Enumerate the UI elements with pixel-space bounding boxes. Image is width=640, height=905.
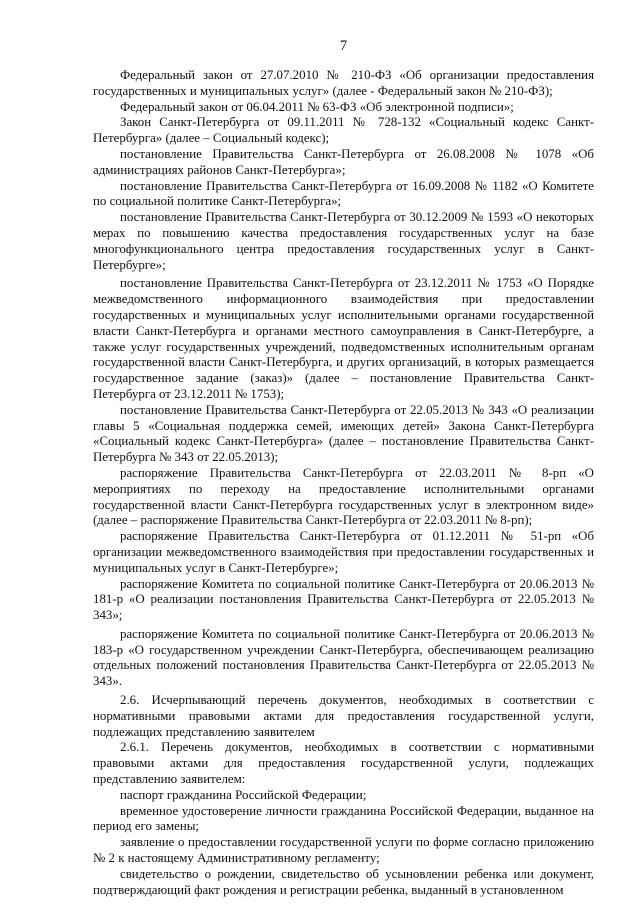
paragraph-section-2-6: 2.6. Исчерпывающий перечень документов, необходимых в соответствии с нормативными правовыми актами для предоставления государственной услуги, подлежащих представлению заявителем: [93, 693, 594, 739]
paragraph-resolution-1078: постановление Правительства Санкт-Петербурга от 26.08.2008 № 1078 «Об администрациях районов Санкт-Петербурга»;: [93, 146, 594, 177]
paragraph-resolution-343: постановление Правительства Санкт-Петербурга от 22.05.2013 № 343 «О реализации главы 5 «Социальная поддержка семей, имеющих детей» Закона Санкт-Петербурга «Социальный кодекс Санкт-Петербурга» (далее – постановление Правительства Санкт-Петербурга № 343 от 22.05.2013);: [93, 402, 594, 465]
paragraph-resolution-1753: постановление Правительства Санкт-Петербурга от 23.12.2011 № 1753 «О Порядке межведомственного информационного взаимодействия при предоставлении государственных и муниципальных услуг исполнительными органами государственной власти Санкт-Петербурга и органами местного самоуправления в Санкт-Петербурге, а также услуг государственных учреждений, подведомственных исполнительным органам государственной власти Санкт-Петербурга, и других организаций, в которых размещается государственное задание (заказ)» (далее – постановление Правительства Санкт-Петербурга от 23.12.2011 № 1753);: [93, 276, 594, 401]
page-number: 7: [339, 38, 348, 54]
paragraph-resolution-1593: постановление Правительства Санкт-Петербурга от 30.12.2009 № 1593 «О некоторых мерах по повышению качества предоставления государственных услуг на базе многофункционального центра предоставления государственных услуг в Санкт-Петербурге»;: [93, 210, 594, 272]
paragraph-social-code: Закон Санкт-Петербурга от 09.11.2011 № 728-132 «Социальный кодекс Санкт-Петербурга» (далее – Социальный кодекс);: [93, 115, 594, 146]
paragraph-federal-law-63: Федеральный закон от 06.04.2011 № 63-ФЗ «Об электронной подписи»;: [120, 99, 514, 114]
paragraph-order-8-rp: распоряжение Правительства Санкт-Петербурга от 22.03.2011 № 8-рп «О мероприятиях по переходу на предоставление исполнительными органами государственной власти Санкт-Петербурга государственных услуг в электронном виде» (далее – распоряжение Правительства Санкт-Петербурга от 22.03.2011 № 8-рп);: [93, 465, 594, 528]
paragraph-order-51-rp: распоряжение Правительства Санкт-Петербурга от 01.12.2011 № 51-рп «Об организации межведомственного взаимодействия при предоставлении государственных и муниципальных услуг в Санкт-Петербурге»;: [93, 529, 594, 575]
paragraph-federal-law-210: Федеральный закон от 27.07.2010 № 210-ФЗ «Об организации предоставления государственных и муниципальных услуг» (далее - Федеральный закон № 210-ФЗ);: [93, 68, 594, 98]
paragraph-resolution-1182: постановление Правительства Санкт-Петербурга от 16.09.2008 № 1182 «О Комитете по социальной политике Санкт-Петербурга»;: [93, 178, 594, 209]
list-item-application: заявление о предоставлении государственной услуги по форме согласно приложению № 2 к настоящему Административному регламенту;: [93, 835, 594, 866]
paragraph-order-183-r: распоряжение Комитета по социальной политике Санкт-Петербурга от 20.06.2013 № 183-р «О государственном учреждении Санкт-Петербурга, обеспечивающем реализацию отдельных положений постановления Правительства Санкт-Петербурга от 22.05.2013 № 343».: [93, 626, 594, 689]
paragraph-section-2-6-1: 2.6.1. Перечень документов, необходимых в соответствии с нормативными правовыми актами для предоставления государственной услуги, подлежащих представлению заявителем:: [93, 740, 594, 787]
document-body: [93, 68, 594, 898]
paragraph-order-181-r: распоряжение Комитета по социальной политике Санкт-Петербурга от 20.06.2013 № 181-р «О реализации постановления Правительства Санкт-Петербурга от 22.05.2013 № 343»;: [93, 576, 594, 623]
list-item-birth-certificate: свидетельство о рождении, свидетельство об усыновлении ребенка или документ, подтверждающий факт рождения и регистрации ребенка, выданный в установленном: [93, 866, 594, 897]
list-item-temporary-id: временное удостоверение личности гражданина Российской Федерации, выданное на период его замены;: [93, 803, 594, 834]
list-item-passport: паспорт гражданина Российской Федерации;: [120, 787, 367, 802]
